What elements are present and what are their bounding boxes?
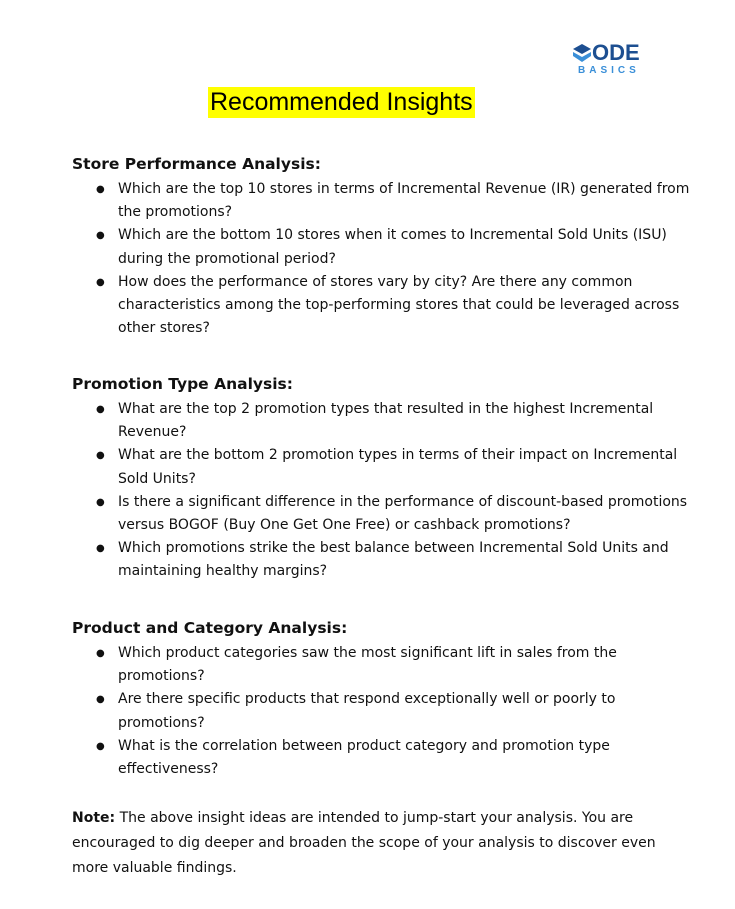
list-item: ● Which are the top 10 stores in terms of Incremental Revenue (IR) generated from the promotions? — [118, 178, 692, 224]
section-heading: Product and Category Analysis: — [72, 619, 348, 637]
note-paragraph — [72, 806, 682, 881]
list-item: ● Is there a significant difference in the performance of discount-based promotions versus BOGOF (Buy One Get One Free) or cashback promotions? — [118, 491, 692, 537]
codebasics-logo — [572, 42, 652, 78]
list-item: ● What are the bottom 2 promotion types in terms of their impact on Incremental Sold Units? — [118, 444, 692, 490]
note-text: The above insight ideas are intended to jump-start your analysis. You are encouraged to dig deeper and broaden the scope of your analysis to discover even more valuable findings. — [72, 810, 656, 876]
list-item: ● Which product categories saw the most significant lift in sales from the promotions? — [118, 642, 692, 688]
logo-subtext: BASICS — [578, 65, 640, 76]
section-store-performance — [72, 152, 692, 340]
note-label: Note: — [72, 810, 116, 826]
list-item: ● Which are the bottom 10 stores when it comes to Incremental Sold Units (ISU) during the promotional period? — [118, 224, 692, 270]
list-item: ● Which promotions strike the best balance between Incremental Sold Units and maintaining healthy margins? — [118, 537, 692, 583]
page-title: Recommended Insights — [210, 88, 473, 116]
list-item: ● What is the correlation between product category and promotion type effectiveness? — [118, 735, 692, 781]
hexagon-c-icon — [572, 43, 592, 63]
logo-text: ODE — [592, 40, 640, 65]
section-heading: Store Performance Analysis: — [72, 155, 321, 173]
section-product-category — [72, 616, 692, 781]
section-heading: Promotion Type Analysis: — [72, 375, 293, 393]
list-item: ● How does the performance of stores vary by city? Are there any common characteristics among the top-performing stores that could be leveraged across other stores? — [118, 271, 692, 341]
section-promotion-type — [72, 372, 692, 584]
list-item: ● Are there specific products that respond exceptionally well or poorly to promotions? — [118, 688, 692, 734]
list-item: ● What are the top 2 promotion types that resulted in the highest Incremental Revenue? — [118, 398, 692, 444]
